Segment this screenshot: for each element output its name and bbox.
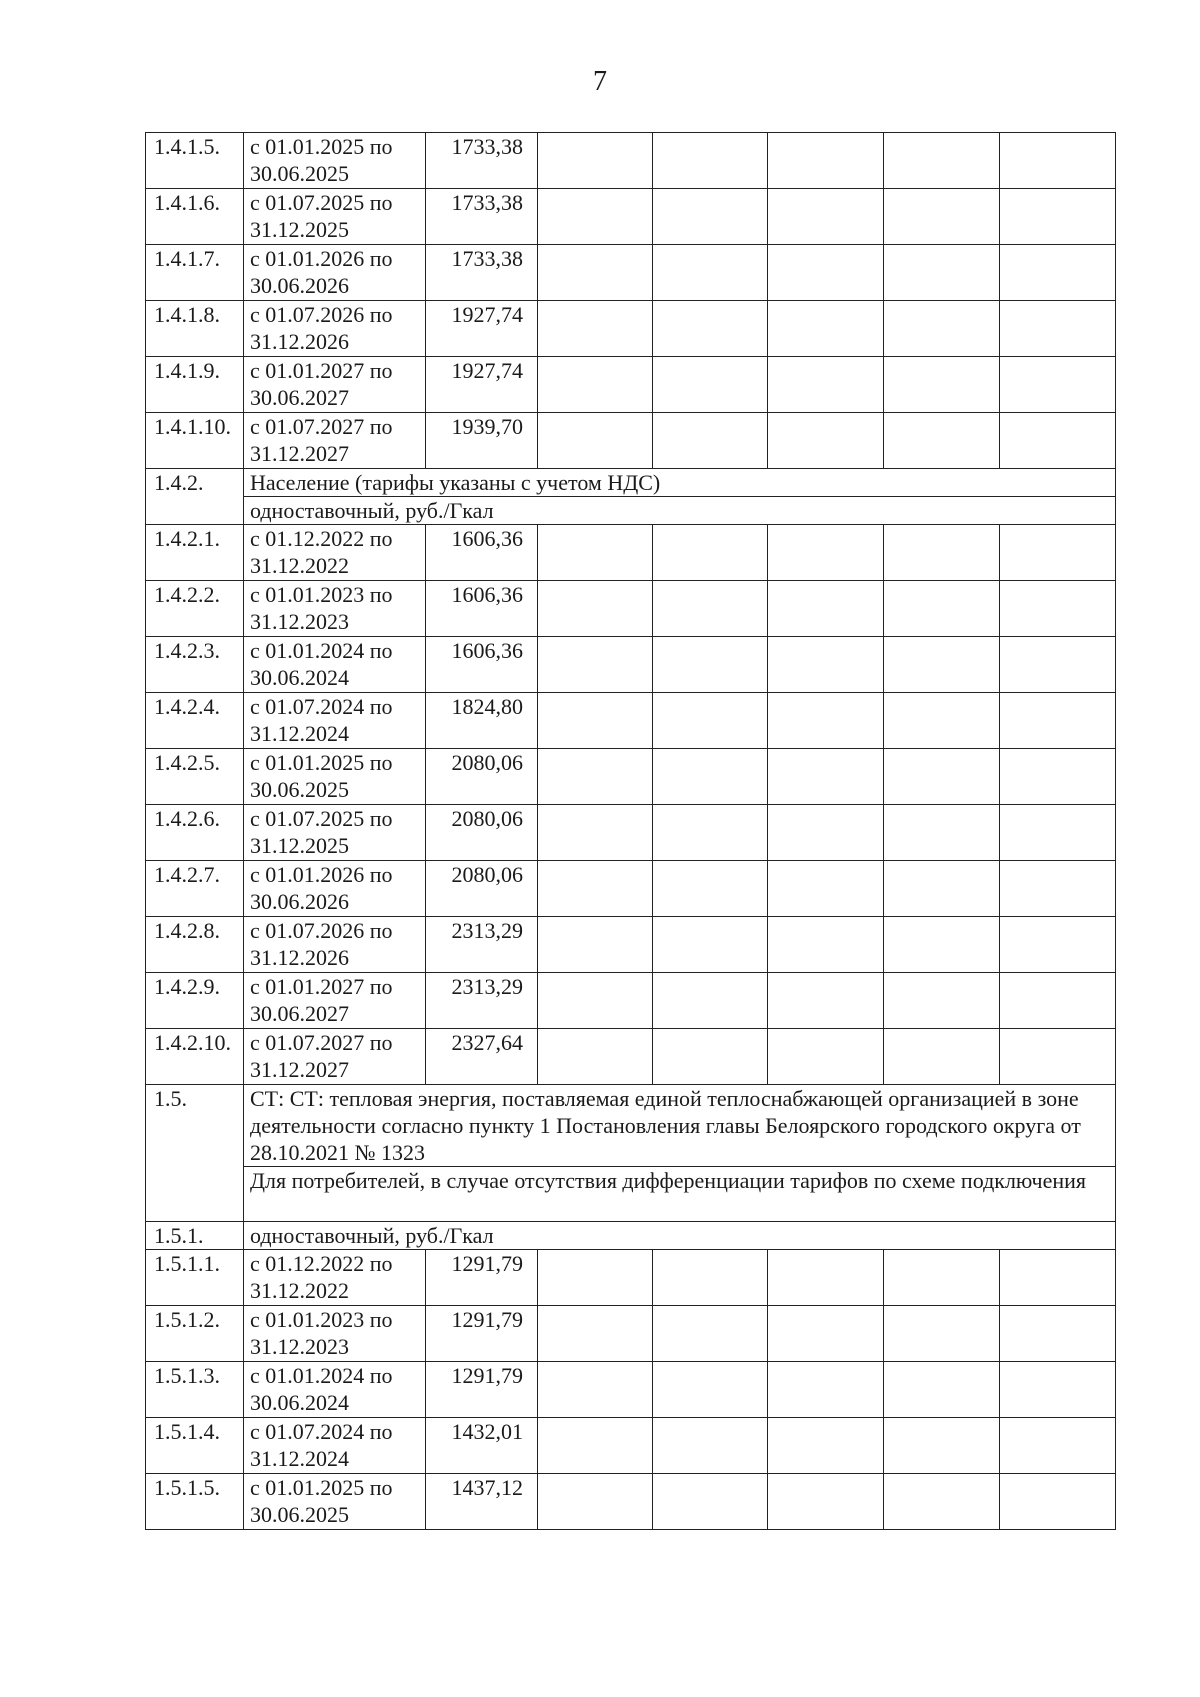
period-from: с 01.01.2027 по xyxy=(250,974,393,999)
table-row xyxy=(146,637,1116,693)
section-title: одноставочный, руб./Гкал xyxy=(250,1223,494,1248)
tariff-value-cell xyxy=(426,301,538,357)
empty-cell xyxy=(538,805,653,861)
tariff-value-cell xyxy=(426,189,538,245)
period-to: 31.12.2023 xyxy=(250,609,349,634)
tariff-value: 1606,36 xyxy=(451,526,523,551)
table-row xyxy=(146,581,1116,637)
row-number-cell xyxy=(146,637,244,693)
table-row xyxy=(146,413,1116,469)
table-row xyxy=(146,1474,1116,1530)
period-cell xyxy=(244,749,426,805)
row-number: 1.4.2.8. xyxy=(154,918,220,943)
row-number: 1.5.1.5. xyxy=(154,1475,220,1500)
tariff-value: 1606,36 xyxy=(451,638,523,663)
empty-cell xyxy=(1000,301,1116,357)
row-number-cell xyxy=(146,245,244,301)
section-row xyxy=(146,1085,1116,1167)
tariff-value: 1432,01 xyxy=(451,1419,523,1444)
row-number: 1.4.1.8. xyxy=(154,302,220,327)
empty-cell xyxy=(768,1474,884,1530)
row-number: 1.4.1.9. xyxy=(154,358,220,383)
empty-cell xyxy=(1000,1029,1116,1085)
empty-cell xyxy=(538,245,653,301)
row-number-cell xyxy=(146,301,244,357)
section-text-cell xyxy=(244,1222,1116,1250)
empty-cell xyxy=(884,1029,1000,1085)
empty-cell xyxy=(1000,581,1116,637)
tariff-value-cell xyxy=(426,693,538,749)
consumers-cell xyxy=(244,1167,1116,1222)
tariff-value: 1733,38 xyxy=(451,246,523,271)
empty-cell xyxy=(653,1362,768,1418)
empty-cell xyxy=(768,581,884,637)
empty-cell xyxy=(884,1362,1000,1418)
empty-cell xyxy=(1000,749,1116,805)
tariff-value: 1606,36 xyxy=(451,582,523,607)
empty-cell xyxy=(768,301,884,357)
table-row xyxy=(146,245,1116,301)
tariff-value-cell xyxy=(426,1250,538,1306)
row-number: 1.4.2.7. xyxy=(154,862,220,887)
empty-cell xyxy=(653,245,768,301)
section-row xyxy=(146,1222,1116,1250)
period-to: 31.12.2026 xyxy=(250,329,349,354)
section-row xyxy=(146,497,1116,525)
period-from: с 01.01.2026 по xyxy=(250,246,393,271)
period-from: с 01.01.2023 по xyxy=(250,1307,393,1332)
tariff-value-cell xyxy=(426,1029,538,1085)
empty-cell xyxy=(768,245,884,301)
row-number: 1.4.2.4. xyxy=(154,694,220,719)
period-to: 31.12.2024 xyxy=(250,1446,349,1471)
empty-cell xyxy=(538,525,653,581)
tariff-value-cell xyxy=(426,973,538,1029)
tariff-value-cell xyxy=(426,245,538,301)
period-from: с 01.07.2024 по xyxy=(250,694,393,719)
tariff-value-cell xyxy=(426,1306,538,1362)
empty-cell xyxy=(538,1474,653,1530)
period-cell xyxy=(244,1474,426,1530)
tariff-value: 2080,06 xyxy=(451,750,523,775)
period-from: с 01.12.2022 по xyxy=(250,526,393,551)
tariff-value-cell xyxy=(426,861,538,917)
period-cell xyxy=(244,133,426,189)
period-from: с 01.01.2026 по xyxy=(250,862,393,887)
row-number: 1.4.2.2. xyxy=(154,582,220,607)
empty-cell xyxy=(653,525,768,581)
empty-cell xyxy=(538,1418,653,1474)
empty-cell xyxy=(653,1418,768,1474)
section-title-cell xyxy=(244,469,1116,497)
section-row xyxy=(146,469,1116,497)
period-to: 30.06.2024 xyxy=(250,1390,349,1415)
period-to: 31.12.2026 xyxy=(250,945,349,970)
table-row xyxy=(146,1418,1116,1474)
period-to: 30.06.2025 xyxy=(250,161,349,186)
empty-cell xyxy=(768,133,884,189)
period-cell xyxy=(244,413,426,469)
empty-cell xyxy=(768,805,884,861)
tariff-value-cell xyxy=(426,917,538,973)
period-to: 30.06.2025 xyxy=(250,1502,349,1527)
table-row xyxy=(146,1250,1116,1306)
period-from: с 01.07.2025 по xyxy=(250,190,393,215)
row-number-cell xyxy=(146,1306,244,1362)
period-cell xyxy=(244,357,426,413)
table-row xyxy=(146,357,1116,413)
row-number-cell xyxy=(146,1418,244,1474)
empty-cell xyxy=(768,861,884,917)
section-title: Население (тарифы указаны с учетом НДС) xyxy=(250,470,661,495)
period-from: с 01.01.2027 по xyxy=(250,358,393,383)
period-to: 30.06.2027 xyxy=(250,385,349,410)
empty-cell xyxy=(538,749,653,805)
period-cell xyxy=(244,301,426,357)
tariff-value: 2080,06 xyxy=(451,862,523,887)
tariff-value-cell xyxy=(426,749,538,805)
tariff-value: 1927,74 xyxy=(451,358,523,383)
empty-cell xyxy=(884,525,1000,581)
tariff-table xyxy=(145,132,1116,1530)
period-cell xyxy=(244,525,426,581)
period-cell xyxy=(244,1250,426,1306)
period-to: 30.06.2026 xyxy=(250,273,349,298)
tariff-value: 1824,80 xyxy=(451,694,523,719)
empty-cell xyxy=(653,1250,768,1306)
table-row xyxy=(146,301,1116,357)
tariff-value-cell xyxy=(426,581,538,637)
table-row xyxy=(146,525,1116,581)
row-number-cell xyxy=(146,749,244,805)
table-row xyxy=(146,861,1116,917)
empty-cell xyxy=(538,973,653,1029)
period-from: с 01.12.2022 по xyxy=(250,1251,393,1276)
table-body xyxy=(146,133,1116,1530)
empty-cell xyxy=(653,133,768,189)
row-number-cell xyxy=(146,189,244,245)
period-from: с 01.07.2026 по xyxy=(250,302,393,327)
period-to: 31.12.2027 xyxy=(250,441,349,466)
empty-cell xyxy=(884,749,1000,805)
empty-cell xyxy=(653,301,768,357)
period-cell xyxy=(244,917,426,973)
row-number-cell xyxy=(146,1474,244,1530)
empty-cell xyxy=(884,1474,1000,1530)
tariff-value-cell xyxy=(426,1362,538,1418)
empty-cell xyxy=(538,581,653,637)
tariff-value: 1939,70 xyxy=(451,414,523,439)
row-number: 1.4.2.9. xyxy=(154,974,220,999)
row-number-cell xyxy=(146,1029,244,1085)
tariff-value: 2327,64 xyxy=(451,1030,523,1055)
tariff-value: 1291,79 xyxy=(451,1363,523,1388)
row-number-cell xyxy=(146,133,244,189)
table-row xyxy=(146,693,1116,749)
tariff-value-cell xyxy=(426,413,538,469)
tariff-value: 1733,38 xyxy=(451,134,523,159)
period-cell xyxy=(244,637,426,693)
empty-cell xyxy=(884,245,1000,301)
table-row xyxy=(146,805,1116,861)
period-to: 31.12.2024 xyxy=(250,721,349,746)
empty-cell xyxy=(653,637,768,693)
empty-cell xyxy=(1000,413,1116,469)
empty-cell xyxy=(538,693,653,749)
empty-cell xyxy=(768,693,884,749)
period-cell xyxy=(244,693,426,749)
empty-cell xyxy=(538,1362,653,1418)
period-from: с 01.01.2023 по xyxy=(250,582,393,607)
empty-cell xyxy=(884,357,1000,413)
empty-cell xyxy=(653,749,768,805)
period-to: 31.12.2027 xyxy=(250,1057,349,1082)
period-to: 31.12.2025 xyxy=(250,833,349,858)
empty-cell xyxy=(768,637,884,693)
section-row xyxy=(146,1167,1116,1222)
tariff-value: 1291,79 xyxy=(451,1307,523,1332)
period-to: 31.12.2023 xyxy=(250,1334,349,1359)
row-number-cell xyxy=(146,805,244,861)
section-title-cell xyxy=(244,1085,1116,1167)
empty-cell xyxy=(884,1418,1000,1474)
empty-cell xyxy=(538,357,653,413)
empty-cell xyxy=(768,917,884,973)
period-cell xyxy=(244,245,426,301)
tariff-value: 1437,12 xyxy=(451,1475,523,1500)
empty-cell xyxy=(538,301,653,357)
tariff-value: 1733,38 xyxy=(451,190,523,215)
section-number: 1.5. xyxy=(154,1086,187,1111)
empty-cell xyxy=(1000,973,1116,1029)
empty-cell xyxy=(653,1029,768,1085)
row-number-cell xyxy=(146,861,244,917)
tariff-value-cell xyxy=(426,525,538,581)
row-number-cell xyxy=(146,1362,244,1418)
row-number: 1.4.1.6. xyxy=(154,190,220,215)
section-title: СТ: СТ: тепловая энергия, поставляемая единой теплоснабжающей организацией в зоне деятельности согласно пункту 1 Постановления главы Белоярского городского округа от 28.10.2021 № 1323 xyxy=(250,1086,1081,1165)
empty-cell xyxy=(1000,245,1116,301)
section-number-cell xyxy=(146,1085,244,1222)
empty-cell xyxy=(653,1474,768,1530)
empty-cell xyxy=(653,1306,768,1362)
period-cell xyxy=(244,1306,426,1362)
empty-cell xyxy=(884,861,1000,917)
empty-cell xyxy=(1000,1474,1116,1530)
period-to: 30.06.2027 xyxy=(250,1001,349,1026)
period-from: с 01.01.2025 по xyxy=(250,750,393,775)
row-number: 1.4.1.5. xyxy=(154,134,220,159)
tariff-value: 2080,06 xyxy=(451,806,523,831)
empty-cell xyxy=(884,1250,1000,1306)
period-from: с 01.07.2027 по xyxy=(250,1030,393,1055)
empty-cell xyxy=(884,581,1000,637)
period-from: с 01.07.2024 по xyxy=(250,1419,393,1444)
row-number-cell xyxy=(146,413,244,469)
empty-cell xyxy=(653,357,768,413)
empty-cell xyxy=(1000,637,1116,693)
row-number-cell xyxy=(146,357,244,413)
table-row xyxy=(146,1362,1116,1418)
tariff-value-cell xyxy=(426,133,538,189)
row-number-cell xyxy=(146,1250,244,1306)
table-row xyxy=(146,133,1116,189)
empty-cell xyxy=(768,1306,884,1362)
empty-cell xyxy=(884,189,1000,245)
empty-cell xyxy=(653,581,768,637)
row-number: 1.4.2.5. xyxy=(154,750,220,775)
period-cell xyxy=(244,1029,426,1085)
empty-cell xyxy=(884,413,1000,469)
empty-cell xyxy=(884,973,1000,1029)
period-to: 30.06.2026 xyxy=(250,889,349,914)
period-cell xyxy=(244,861,426,917)
empty-cell xyxy=(653,973,768,1029)
empty-cell xyxy=(538,637,653,693)
row-number: 1.4.2.10. xyxy=(154,1030,231,1055)
empty-cell xyxy=(768,525,884,581)
row-number: 1.5.1.3. xyxy=(154,1363,220,1388)
empty-cell xyxy=(768,413,884,469)
table-row xyxy=(146,917,1116,973)
period-from: с 01.01.2025 по xyxy=(250,1475,393,1500)
empty-cell xyxy=(1000,133,1116,189)
empty-cell xyxy=(653,413,768,469)
empty-cell xyxy=(1000,1362,1116,1418)
period-cell xyxy=(244,1362,426,1418)
empty-cell xyxy=(653,805,768,861)
period-from: с 01.01.2024 по xyxy=(250,638,393,663)
tariff-value-cell xyxy=(426,357,538,413)
empty-cell xyxy=(1000,1418,1116,1474)
empty-cell xyxy=(1000,357,1116,413)
empty-cell xyxy=(884,693,1000,749)
empty-cell xyxy=(1000,917,1116,973)
tariff-value: 1927,74 xyxy=(451,302,523,327)
empty-cell xyxy=(538,1029,653,1085)
row-number: 1.4.1.7. xyxy=(154,246,220,271)
row-number: 1.5.1.2. xyxy=(154,1307,220,1332)
page-number: 7 xyxy=(593,66,607,97)
empty-cell xyxy=(884,133,1000,189)
empty-cell xyxy=(538,413,653,469)
table-row xyxy=(146,1029,1116,1085)
empty-cell xyxy=(884,1306,1000,1362)
tariff-value-cell xyxy=(426,805,538,861)
period-cell xyxy=(244,973,426,1029)
empty-cell xyxy=(768,973,884,1029)
empty-cell xyxy=(768,1029,884,1085)
period-to: 31.12.2025 xyxy=(250,217,349,242)
empty-cell xyxy=(768,1418,884,1474)
empty-cell xyxy=(1000,525,1116,581)
row-number: 1.4.2.1. xyxy=(154,526,220,551)
period-cell xyxy=(244,189,426,245)
period-from: с 01.01.2025 по xyxy=(250,134,393,159)
empty-cell xyxy=(538,861,653,917)
row-number: 1.5.1.1. xyxy=(154,1251,220,1276)
empty-cell xyxy=(538,133,653,189)
section-number-cell xyxy=(146,469,244,525)
period-from: с 01.07.2027 по xyxy=(250,414,393,439)
tariff-value-cell xyxy=(426,637,538,693)
period-cell xyxy=(244,581,426,637)
period-from: с 01.07.2025 по xyxy=(250,806,393,831)
row-number-cell xyxy=(146,581,244,637)
empty-cell xyxy=(653,693,768,749)
section-subtitle: одноставочный, руб./Гкал xyxy=(250,498,494,523)
empty-cell xyxy=(653,189,768,245)
consumers-note: Для потребителей, в случае отсутствия дифференциации тарифов по схеме подключения xyxy=(250,1168,1087,1193)
period-from: с 01.01.2024 по xyxy=(250,1363,393,1388)
table-row xyxy=(146,749,1116,805)
empty-cell xyxy=(768,357,884,413)
empty-cell xyxy=(884,805,1000,861)
row-number-cell xyxy=(146,525,244,581)
row-number: 1.5.1.4. xyxy=(154,1419,220,1444)
section-number-cell xyxy=(146,1222,244,1250)
row-number-cell xyxy=(146,917,244,973)
empty-cell xyxy=(653,861,768,917)
table-row xyxy=(146,973,1116,1029)
row-number: 1.4.2.6. xyxy=(154,806,220,831)
empty-cell xyxy=(653,917,768,973)
period-to: 30.06.2024 xyxy=(250,665,349,690)
empty-cell xyxy=(768,1250,884,1306)
tariff-value: 2313,29 xyxy=(451,918,523,943)
table-row xyxy=(146,1306,1116,1362)
table-row xyxy=(146,189,1116,245)
period-to: 31.12.2022 xyxy=(250,1278,349,1303)
empty-cell xyxy=(1000,1306,1116,1362)
empty-cell xyxy=(1000,1250,1116,1306)
period-to: 30.06.2025 xyxy=(250,777,349,802)
tariff-value-cell xyxy=(426,1418,538,1474)
empty-cell xyxy=(768,749,884,805)
tariff-value: 2313,29 xyxy=(451,974,523,999)
row-number-cell xyxy=(146,693,244,749)
row-number: 1.4.2.3. xyxy=(154,638,220,663)
section-number: 1.5.1. xyxy=(154,1223,204,1248)
section-number: 1.4.2. xyxy=(154,470,204,495)
row-number-cell xyxy=(146,973,244,1029)
empty-cell xyxy=(768,189,884,245)
empty-cell xyxy=(884,637,1000,693)
empty-cell xyxy=(884,301,1000,357)
empty-cell xyxy=(538,1250,653,1306)
tariff-value-cell xyxy=(426,1474,538,1530)
empty-cell xyxy=(538,1306,653,1362)
empty-cell xyxy=(1000,189,1116,245)
period-from: с 01.07.2026 по xyxy=(250,918,393,943)
period-to: 31.12.2022 xyxy=(250,553,349,578)
empty-cell xyxy=(538,917,653,973)
period-cell xyxy=(244,805,426,861)
empty-cell xyxy=(1000,861,1116,917)
empty-cell xyxy=(538,189,653,245)
tariff-value: 1291,79 xyxy=(451,1251,523,1276)
period-cell xyxy=(244,1418,426,1474)
empty-cell xyxy=(1000,805,1116,861)
empty-cell xyxy=(768,1362,884,1418)
empty-cell xyxy=(884,917,1000,973)
section-subtitle-cell xyxy=(244,497,1116,525)
row-number: 1.4.1.10. xyxy=(154,414,231,439)
empty-cell xyxy=(1000,693,1116,749)
